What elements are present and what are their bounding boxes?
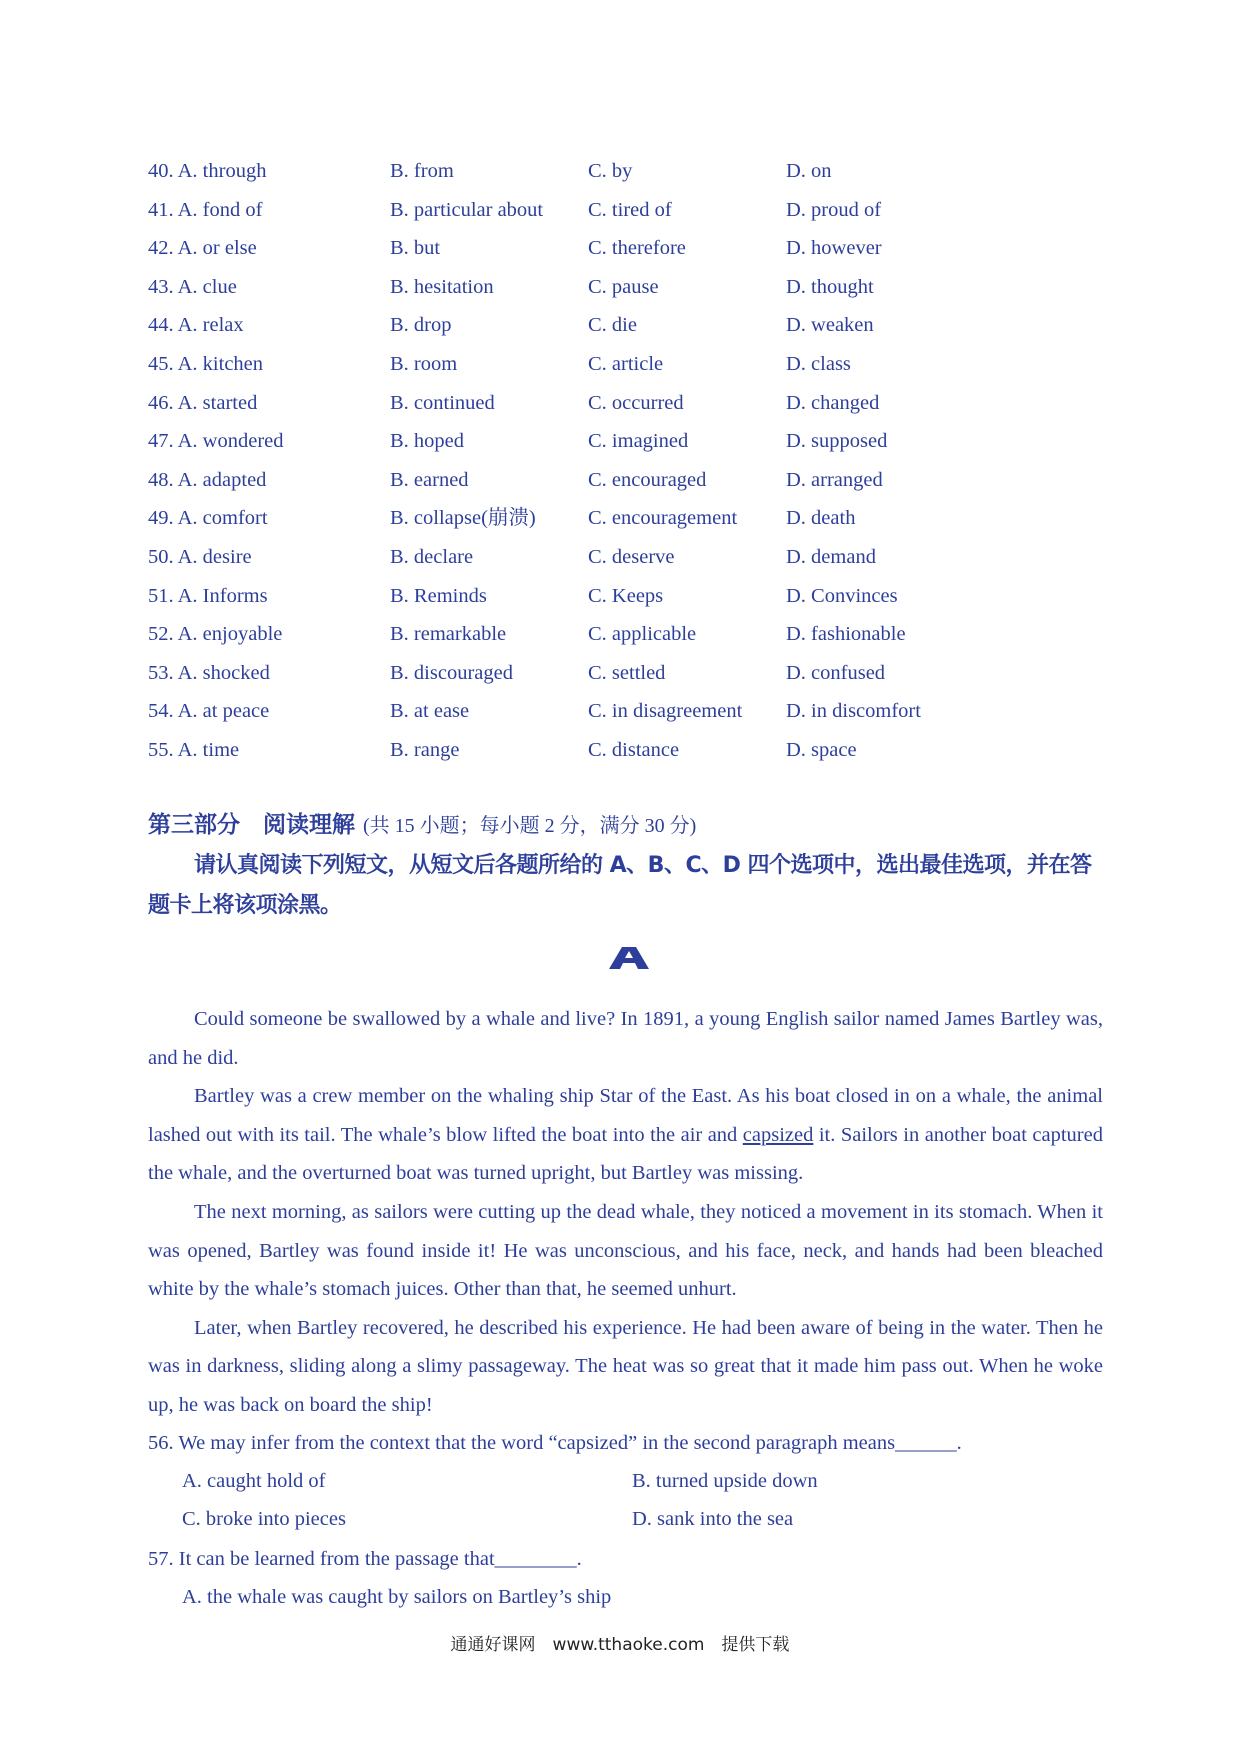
option-c: C. die [588,314,637,337]
option-c: C. article [588,352,664,375]
option-a: 45. A. kitchen [148,352,264,375]
option-c: C. distance [588,738,680,761]
option-b: B. earned [390,468,469,491]
option-d: D. space [786,738,857,761]
option-d: D. thought [786,275,874,298]
section-instruction: 请认真阅读下列短文，从短文后各题所给的 A、B、C、D 四个选项中，选出最佳选项，并在答题卡上将该项涂黑。 [148,853,1092,918]
question-56-stem: 56. We may infer from the context that the word “capsized” in the second paragraph means______. [148,1432,962,1454]
option-b: B. remarkable [390,623,507,646]
q56-option-b: B. turned upside down [632,1470,818,1492]
option-d: D. demand [786,545,876,568]
option-b: B. room [390,352,458,375]
passage-paragraph-4: Later, when Bartley recovered, he described his experience. He had been aware of being in the water. Then he was in darkness, sliding along a slimy passageway. The heat was so great that it made him pass out. When he woke up, he was back on board the ship! [148,1316,1103,1416]
option-b: B. Reminds [390,584,487,607]
option-c: C. imagined [588,430,689,453]
option-c: C. encouraged [588,468,707,491]
option-c: C. pause [588,275,659,298]
option-d: D. class [786,352,851,375]
section-title: 第三部分 阅读理解 [148,812,355,838]
option-b: B. at ease [390,700,470,723]
option-b: B. from [390,160,454,182]
option-b: B. but [390,237,441,260]
reading-passage [148,1000,1103,1425]
option-c: C. applicable [588,623,697,646]
option-c: C. in disagreement [588,700,743,723]
option-a: 49. A. comfort [148,507,268,530]
option-a: 51. A. Informs [148,584,268,607]
option-b: B. range [390,738,460,761]
option-c: C. therefore [588,237,686,260]
option-a: 48. A. adapted [148,468,267,491]
option-d: D. supposed [786,430,888,453]
option-c: C. occurred [588,391,684,414]
option-b: B. discouraged [390,661,513,684]
paragraph-text: Bartley was a crew member on the whaling ship Star of the East. As his boat closed in on a whale, the animal lashed out with its tail. The whale’s blow lifted the boat into the air and [148,1085,1103,1146]
option-c: C. Keeps [588,584,664,607]
paragraph-text: it. Sailors in another boat captured the whale, and the overturned boat was turned upright, but Bartley was missing. [148,1123,1103,1185]
section-heading [148,806,696,839]
option-a: 53. A. shocked [148,661,270,684]
option-d: D. confused [786,661,886,684]
option-c: C. deserve [588,545,675,568]
option-d: D. on [786,160,832,182]
option-a: 43. A. clue [148,275,237,298]
option-b: B. drop [390,314,452,337]
option-a: 40. A. through [148,160,267,182]
option-c: C. settled [588,661,666,684]
option-c: C. encouragement [588,507,738,530]
passage-paragraph-2 [148,1077,1103,1193]
option-b: B. continued [390,391,495,414]
option-d: D. in discomfort [786,700,921,723]
option-a: 41. A. fond of [148,198,263,221]
option-a: 44. A. relax [148,314,244,337]
option-d: D. arranged [786,468,883,491]
q56-option-d: D. sank into the sea [632,1508,794,1530]
option-d: D. changed [786,391,880,414]
q56-option-c: C. broke into pieces [182,1508,346,1530]
passage-paragraph-3: The next morning, as sailors were cutting up the dead whale, they noticed a movement in its stomach. When it was opened, Bartley was found inside it! He was unconscious, and his face, neck, and hands had been bleached white by the whale’s stomach juices. Other than that, he seemed unhurt. [148,1200,1103,1301]
option-c: C. by [588,160,633,182]
option-b: B. particular about [390,198,544,221]
option-d: D. however [786,237,882,260]
question-57-stem: 57. It can be learned from the passage that________. [148,1548,582,1570]
option-a: 50. A. desire [148,545,252,568]
option-a: 54. A. at peace [148,700,270,723]
option-b: B. collapse(崩溃) [390,507,536,530]
section-meta: (共 15 小题；每小题 2 分，满分 30 分) [363,815,697,837]
option-b: B. hoped [390,430,465,453]
option-d: D. proud of [786,198,882,221]
option-b: B. declare [390,545,474,568]
option-a: 46. A. started [148,391,258,414]
option-a: 42. A. or else [148,237,257,260]
option-d: D. Convinces [786,584,898,607]
passage-paragraph-1: Could someone be swallowed by a whale and live? In 1891, a young English sailor named James Bartley was, and he did. [148,1008,1103,1069]
passage-label-a [605,947,653,969]
option-d: D. fashionable [786,623,906,646]
option-a: 55. A. time [148,738,240,761]
option-b: B. hesitation [390,275,494,298]
option-a: 52. A. enjoyable [148,623,283,646]
option-c: C. tired of [588,198,672,221]
q57-option-a: A. the whale was caught by sailors on Bartley’s ship [182,1586,612,1608]
q56-option-a: A. caught hold of [182,1470,326,1492]
underlined-word: capsized [742,1123,814,1146]
page-footer: 通通好课网 www.tthaoke.com 提供下载 [450,1635,790,1655]
option-d: D. weaken [786,314,874,337]
option-d: D. death [786,507,856,530]
option-a: 47. A. wondered [148,430,284,453]
